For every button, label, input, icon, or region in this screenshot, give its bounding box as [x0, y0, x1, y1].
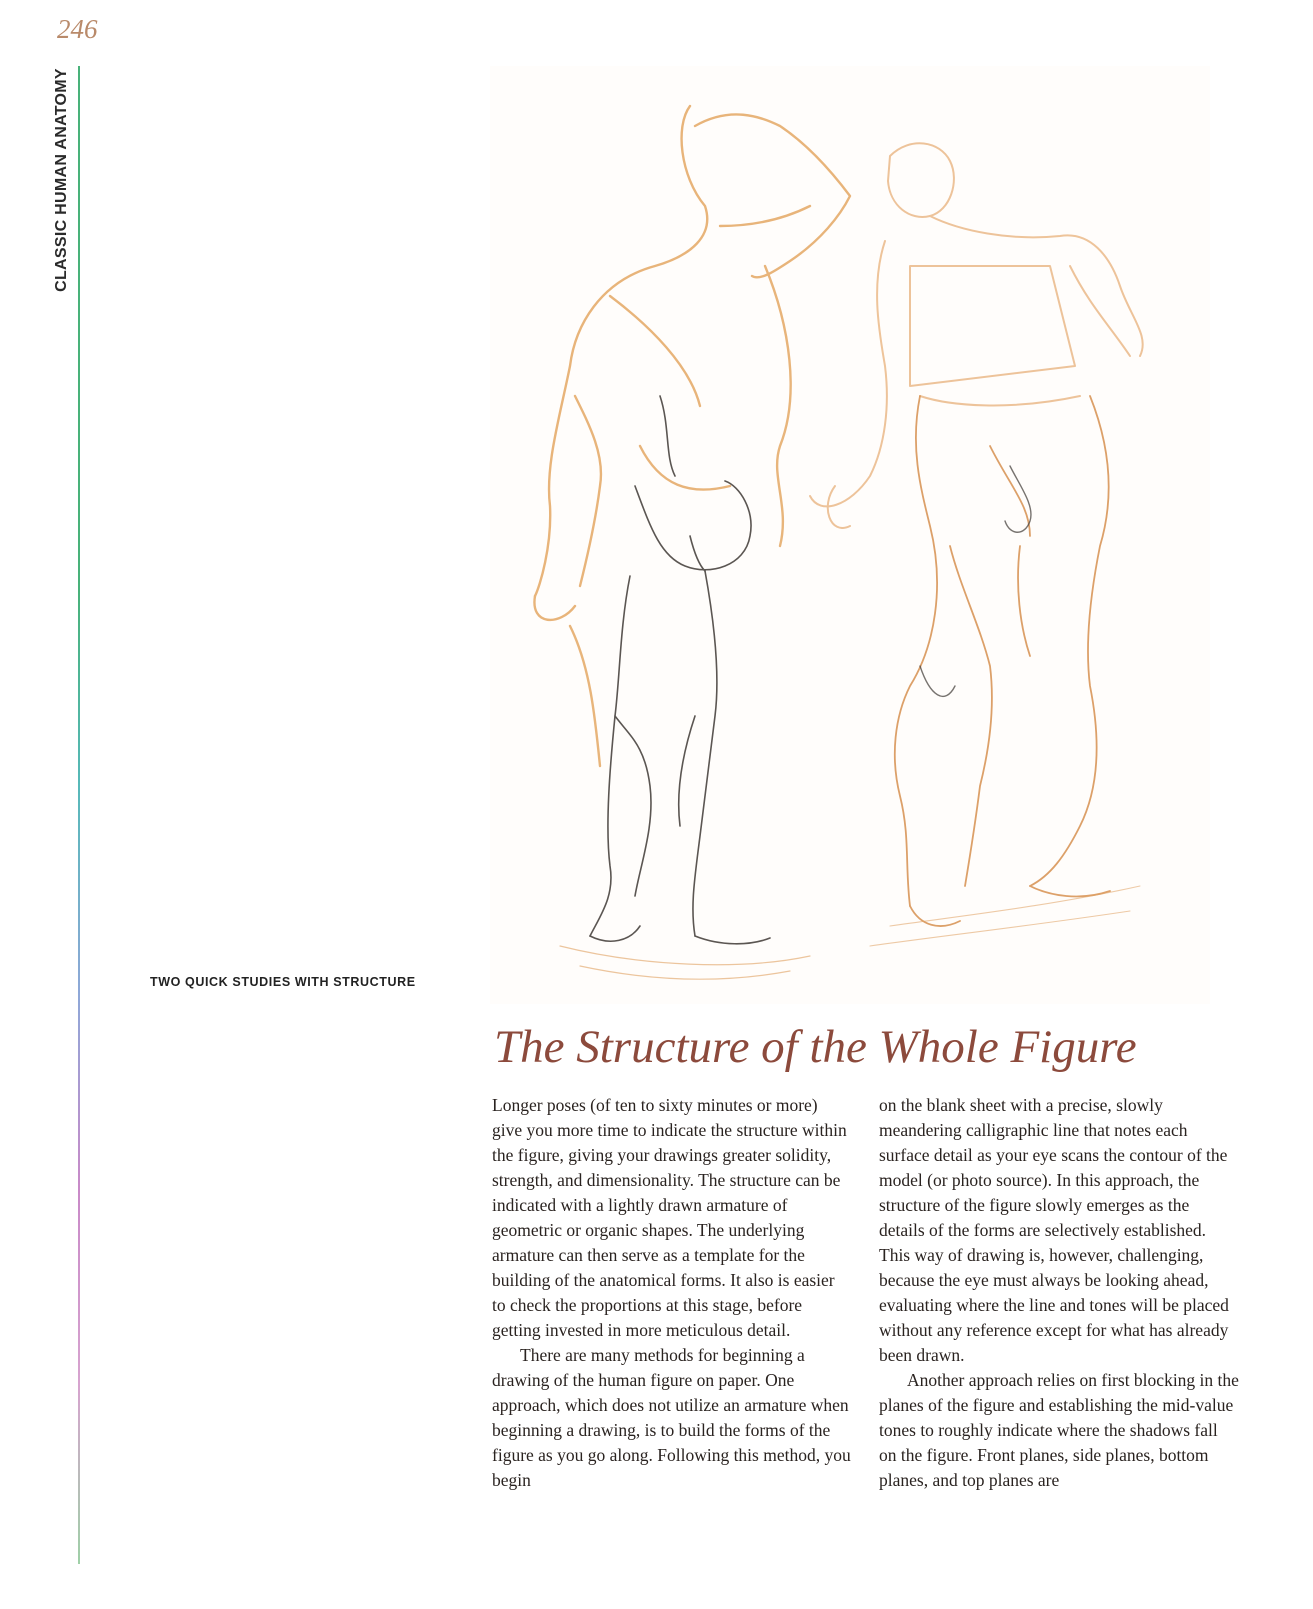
running-head: CLASSIC HUMAN ANATOMY [53, 68, 70, 292]
margin-rule [78, 66, 80, 1564]
section-heading: The Structure of the Whole Figure [494, 1021, 1137, 1073]
body-column-right [879, 1093, 1239, 1493]
figure-drawing-illustration [490, 66, 1210, 1004]
body-paragraph: Another approach relies on first blocking in the planes of the figure and establishing the mid-value tones to roughly indicate where the shadows fall on the figure. Front planes, side planes, bottom planes, and top planes are [879, 1370, 1239, 1490]
page-number: 246 [57, 14, 98, 44]
body-paragraph: Longer poses (of ten to sixty minutes or more) give you more time to indicate the structure within the figure, giving your drawings greater solidity, strength, and dimensionality. The structure can be indicated with a lightly drawn armature of geometric or organic shapes. The underlying armature can then serve as a template for the building of the anatomical forms. It also is easier to check the proportions at this stage, before getting invested in more meticulous detail. [492, 1095, 847, 1340]
body-column-left [492, 1093, 852, 1493]
front-view-figure [810, 143, 1143, 946]
body-paragraph: on the blank sheet with a precise, slowly meandering calligraphic line that notes each surface detail as your eye scans the contour of the model (or photo source). In this approach, the structure of the figure slowly emerges as the details of the forms are selectively established. This way of drawing is, however, challenging, because the eye must always be looking ahead, evaluating where the line and tones will be placed without any reference except for what has already been drawn. [879, 1095, 1229, 1365]
body-paragraph: There are many methods for beginning a drawing of the human figure on paper. One approach, which does not utilize an armature when beginning a drawing, is to build the forms of the figure as you go along. Following this method, you begin [492, 1345, 851, 1490]
back-view-figure [534, 106, 850, 979]
figure-caption: TWO QUICK STUDIES WITH STRUCTURE [150, 975, 416, 989]
